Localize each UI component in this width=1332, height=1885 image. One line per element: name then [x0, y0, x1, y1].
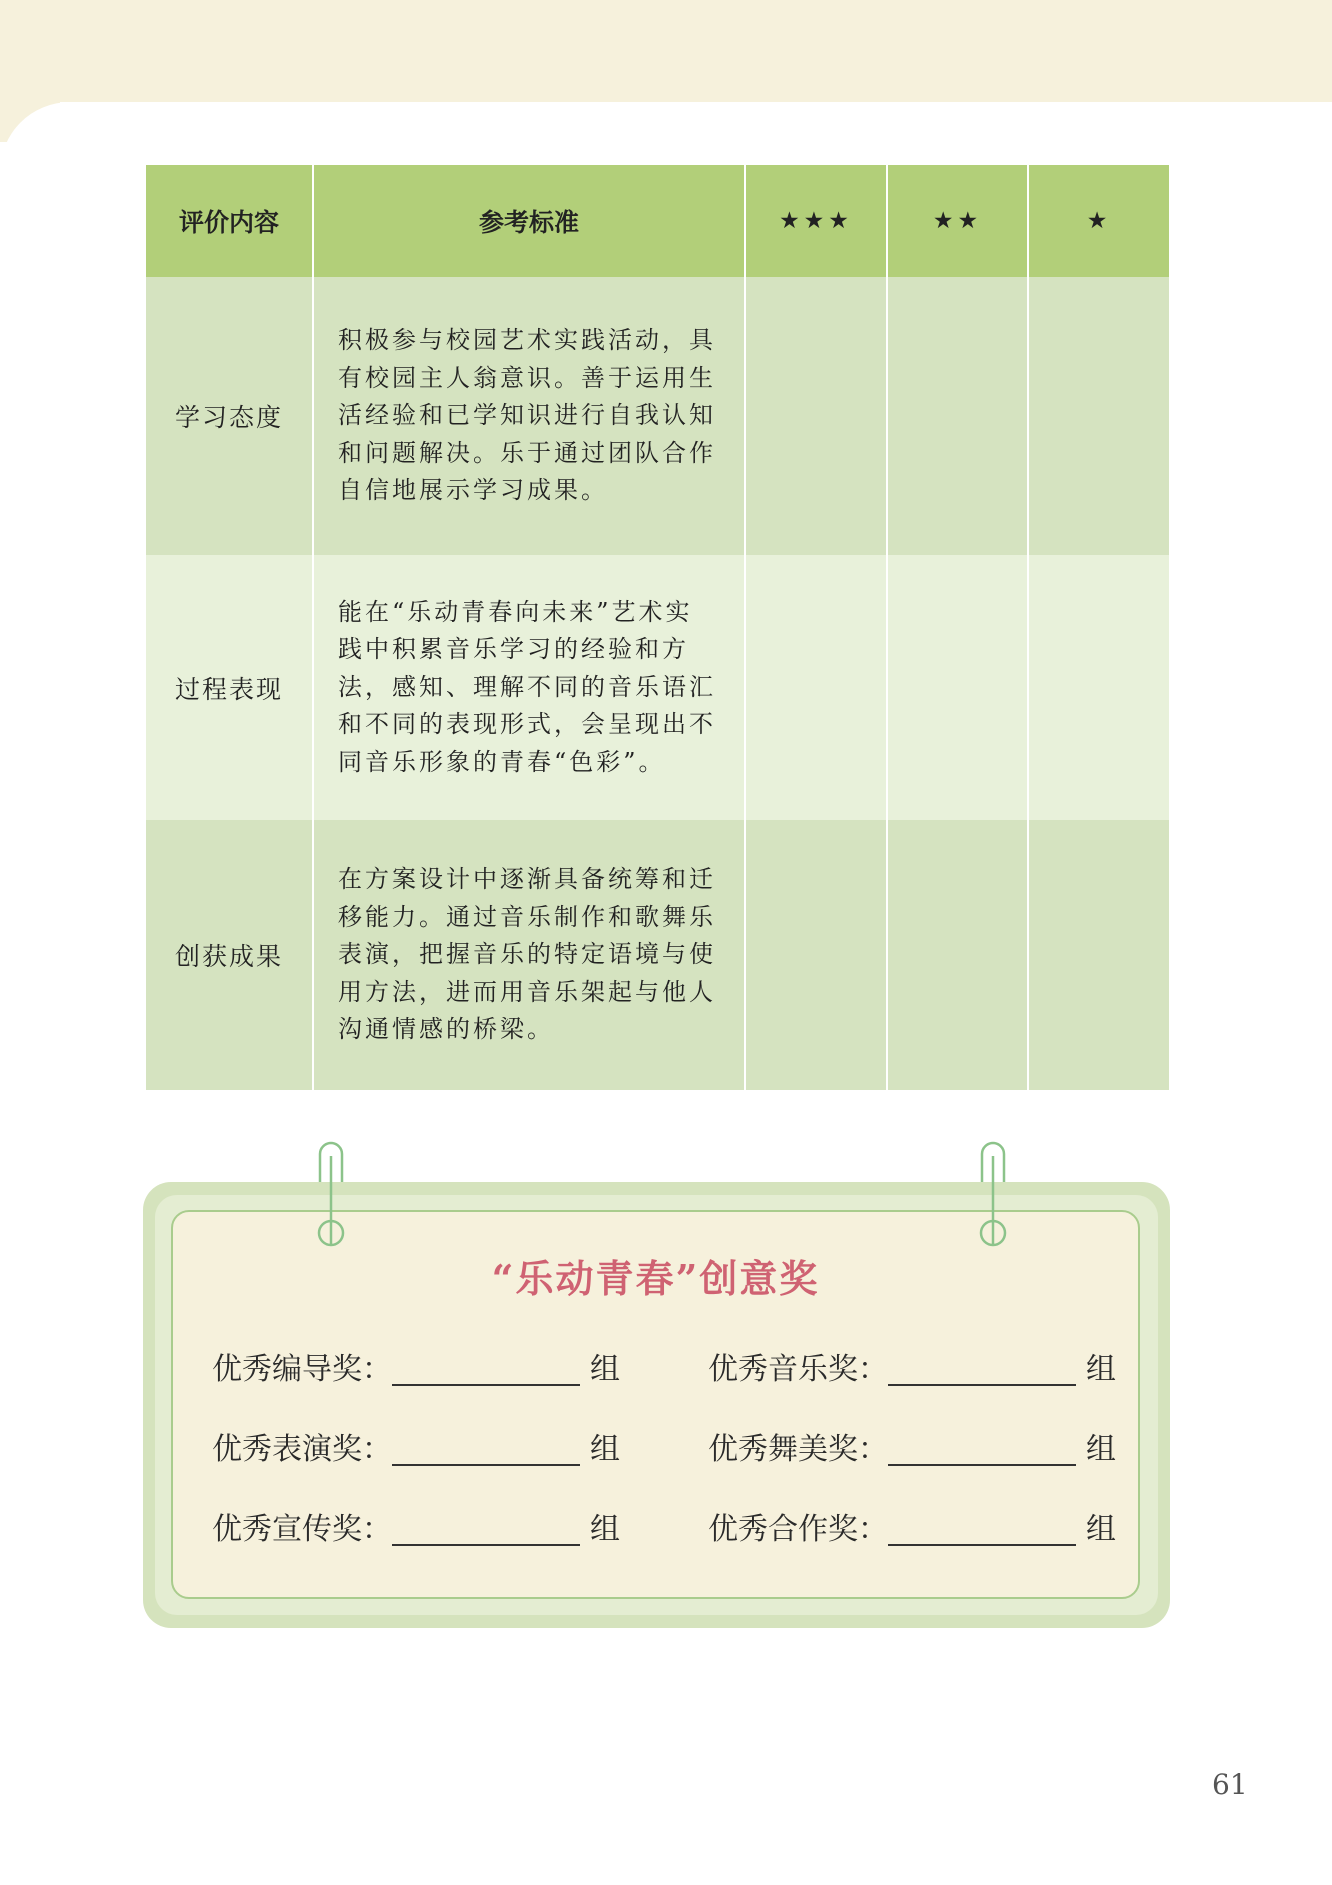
standard-cell — [313, 277, 745, 555]
standard-line: 同音乐形象的青春“色彩”。 — [338, 747, 666, 776]
award-unit: 组 — [590, 1432, 620, 1467]
award-unit: 组 — [590, 1512, 620, 1547]
rating-cell-one-star[interactable] — [1028, 555, 1170, 820]
standard-line: 有校园主人翁意识。善于运用生 — [338, 363, 716, 392]
rating-cell-three-stars[interactable] — [745, 820, 887, 1090]
award-unit: 组 — [1086, 1352, 1116, 1387]
award-label: 优秀音乐奖： — [708, 1352, 888, 1387]
award-item — [708, 1344, 1116, 1388]
criterion-cell: 过程表现 — [145, 555, 313, 820]
criterion-cell: 学习态度 — [145, 277, 313, 555]
rating-cell-three-stars[interactable] — [745, 277, 887, 555]
standard-line: 法，感知、理解不同的音乐语汇 — [338, 672, 716, 701]
rating-cell-two-stars[interactable] — [887, 555, 1028, 820]
award-unit: 组 — [590, 1352, 620, 1387]
award-label: 优秀表演奖： — [212, 1432, 392, 1467]
award-blank-field[interactable] — [888, 1348, 1076, 1386]
award-blank-field[interactable] — [392, 1428, 580, 1466]
header-reference-standard: 参考标准 — [313, 165, 745, 277]
standard-line: 移能力。通过音乐制作和歌舞乐 — [338, 902, 716, 931]
table-header-row — [145, 165, 1170, 277]
rating-cell-two-stars[interactable] — [887, 277, 1028, 555]
header-one-star: ★ — [1028, 165, 1170, 277]
table-row — [145, 277, 1170, 555]
award-blank-field[interactable] — [392, 1508, 580, 1546]
award-item — [708, 1424, 1116, 1468]
award-blank-field[interactable] — [392, 1348, 580, 1386]
table-row — [145, 820, 1170, 1090]
rating-cell-one-star[interactable] — [1028, 820, 1170, 1090]
standard-line: 践中积累音乐学习的经验和方 — [338, 635, 689, 664]
criterion-cell: 创获成果 — [145, 820, 313, 1090]
award-blank-field[interactable] — [888, 1508, 1076, 1546]
award-title: “乐动青春”创意奖 — [491, 1256, 820, 1301]
evaluation-table — [144, 165, 1171, 1090]
standard-line: 和问题解决。乐于通过团队合作 — [338, 438, 716, 467]
standard-cell — [313, 555, 745, 820]
table-row — [145, 555, 1170, 820]
award-label: 优秀合作奖： — [708, 1512, 888, 1547]
standard-line: 在方案设计中逐渐具备统筹和迁 — [338, 865, 716, 894]
rating-cell-three-stars[interactable] — [745, 555, 887, 820]
award-item — [212, 1504, 620, 1548]
standard-line: 积极参与校园艺术实践活动，具 — [338, 326, 716, 355]
header-three-stars: ★★★ — [745, 165, 887, 277]
award-label: 优秀舞美奖： — [708, 1432, 888, 1467]
standard-cell — [313, 820, 745, 1090]
standard-line: 自信地展示学习成果。 — [338, 476, 608, 505]
standard-line: 活经验和已学知识进行自我认知 — [338, 401, 716, 430]
award-item — [708, 1504, 1116, 1548]
standard-line: 沟通情感的桥梁。 — [338, 1015, 554, 1044]
standard-line: 能在“乐动青春向未来”艺术实 — [338, 597, 693, 626]
top-decorative-curve — [0, 102, 60, 142]
award-unit: 组 — [1086, 1512, 1116, 1547]
award-blank-field[interactable] — [888, 1428, 1076, 1466]
rating-cell-two-stars[interactable] — [887, 820, 1028, 1090]
left-binder-ring-icon — [306, 1138, 356, 1250]
header-two-stars: ★★ — [887, 165, 1028, 277]
standard-line: 用方法，进而用音乐架起与他人 — [338, 977, 716, 1006]
header-evaluation-content: 评价内容 — [145, 165, 313, 277]
award-unit: 组 — [1086, 1432, 1116, 1467]
standard-line: 表演，把握音乐的特定语境与使 — [338, 940, 716, 969]
page-number: 61 — [1212, 1768, 1248, 1801]
right-binder-ring-icon — [968, 1138, 1018, 1250]
rating-cell-one-star[interactable] — [1028, 277, 1170, 555]
award-item — [212, 1344, 620, 1388]
award-label: 优秀编导奖： — [212, 1352, 392, 1387]
award-label: 优秀宣传奖： — [212, 1512, 392, 1547]
top-decorative-band — [0, 0, 1332, 102]
award-item — [212, 1424, 620, 1468]
standard-line: 和不同的表现形式，会呈现出不 — [338, 710, 716, 739]
